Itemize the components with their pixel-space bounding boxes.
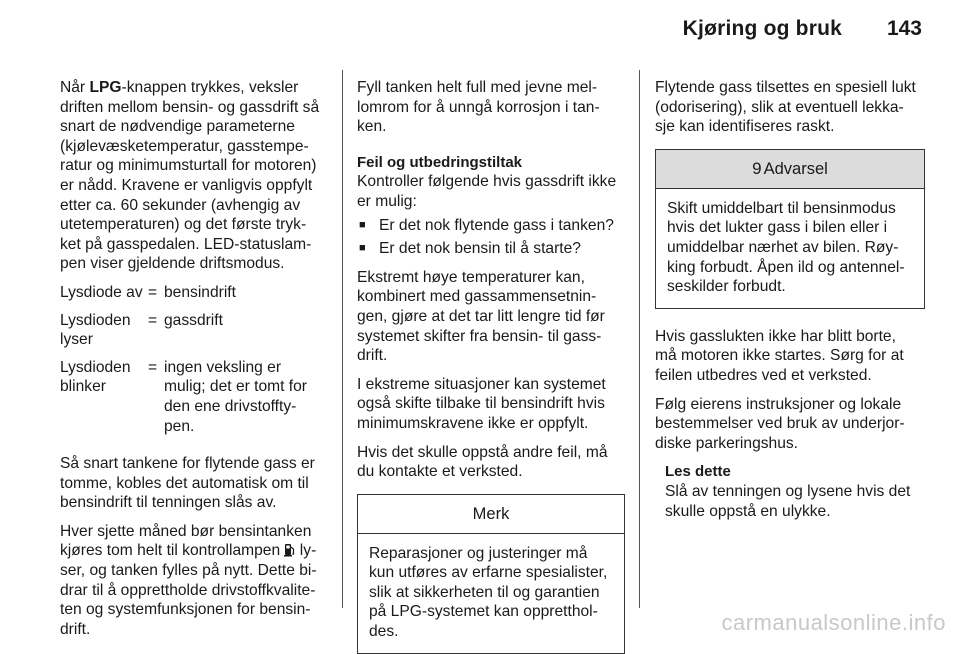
text-line: også skifte tilbake til bensindrift hvis	[357, 395, 605, 413]
text-line: drift.	[357, 347, 388, 365]
paragraph-fill-tank	[357, 78, 625, 137]
text-line: seskilder forbudt.	[667, 278, 786, 296]
text-line: (odorisering), slik at eventuell lekka-	[655, 98, 904, 116]
page-footer	[0, 612, 960, 642]
text-line: driften mellom bensin- og gassdrift så	[60, 98, 320, 116]
text-line: skulle oppstå en ulykke.	[665, 502, 831, 520]
text-line: kun utføres av erfarne spesialister,	[369, 564, 608, 582]
equals-sign: =	[148, 283, 158, 301]
paragraph-high-temperatures	[357, 268, 625, 366]
paragraph-extreme-situations	[357, 375, 625, 434]
lpg-keyword: LPG	[89, 79, 122, 96]
text-line: slik at sikkerheten til og garantien	[369, 583, 600, 601]
text-line: er mulig:	[357, 192, 417, 210]
led-row-blinking	[60, 358, 328, 436]
equals-sign: =	[148, 358, 158, 376]
paragraph-lpg-button	[60, 78, 328, 274]
text-line: Skift umiddelbart til bensinmodus	[667, 199, 896, 217]
equals-sign: =	[148, 311, 158, 329]
read-this-title: Les dette	[665, 463, 731, 481]
text-line: utetemperaturen) og det første tryk-	[60, 216, 307, 234]
text-line: Følg eierens instruksjoner og lokale	[655, 395, 902, 413]
text-line: Hver sjette måned bør bensintanken	[60, 522, 312, 540]
text-line: ten og systemfunksjonen for bensin-	[60, 601, 311, 619]
text-line: Så snart tankene for flytende gass er	[60, 455, 315, 473]
bullet-text: Er det nok bensin til å starte?	[379, 240, 581, 258]
column-1	[60, 78, 328, 648]
text-line: Når LPG-knappen trykkes, veksler	[60, 79, 299, 96]
text-line: ket på gasspedalen. LED-statuslam-	[60, 235, 312, 253]
paragraph-check	[357, 172, 625, 211]
bullet-text: Er det nok flytende gass i tanken?	[379, 216, 614, 234]
led-row-on	[60, 311, 328, 350]
subheading-troubleshooting: Feil og utbedringstiltak	[357, 153, 523, 171]
text-line: lomrom for å unngå korrosjon i tan-	[357, 98, 600, 116]
note-box-title: Merk	[358, 495, 624, 534]
text-line: Ekstremt høye temperaturer kan,	[357, 268, 585, 286]
led-meaning: bensindrift	[164, 283, 236, 301]
text-line: I ekstreme situasjoner kan systemet	[357, 375, 606, 393]
led-state: Lysdioden	[60, 358, 131, 376]
column-divider-1	[342, 70, 343, 608]
column-3	[655, 78, 925, 521]
led-row-off	[60, 283, 328, 303]
text-line: ratur og minimumsturtall for motoren)	[60, 157, 317, 175]
paragraph-gas-smell	[655, 327, 925, 386]
page-number: 143	[886, 17, 922, 40]
watermark: carmanualsonline.info	[721, 610, 946, 635]
text-line: kjøres tom helt til kontrollampen ly-	[60, 542, 317, 560]
text-line: diske parkeringshus.	[655, 434, 799, 452]
warning-title-text: Advarsel	[763, 159, 828, 178]
text-line: ser, og tanken fylles på nytt. Dette bi-	[60, 562, 317, 580]
paragraph-odorisation	[655, 78, 925, 137]
text-line: sje kan identifiseres raskt.	[655, 118, 835, 136]
text-line: på LPG-systemet kan oppretthol-	[369, 603, 598, 621]
bullet-item	[357, 216, 625, 236]
led-state: lyser	[60, 331, 93, 349]
text-line: er nådd. Kravene er vanligvis oppfylt	[60, 176, 313, 194]
bullet-item	[357, 239, 625, 259]
column-2	[357, 78, 625, 654]
text-line: ken.	[357, 118, 387, 136]
text-line: hvis det lukter gass i bilen eller i	[667, 219, 888, 237]
fuel-pump-warning-icon	[284, 543, 295, 557]
text-line: Hvis gasslukten ikke har blitt borte,	[655, 327, 896, 345]
led-meaning: mulig; det er tomt for	[164, 378, 307, 396]
text-line: Hvis det skulle oppstå andre feil, må	[357, 443, 608, 461]
square-bullet-icon: ■	[359, 242, 366, 255]
text-line: feilen utbedres ved et verksted.	[655, 366, 872, 384]
text-line: bensindrift til tenningen slås av.	[60, 494, 277, 512]
led-meaning: ingen veksling er	[164, 358, 282, 376]
led-meaning: pen.	[164, 417, 195, 435]
text-line: kombinert med gassammensetnin-	[357, 288, 597, 306]
led-meaning: den ene drivstoffty-	[164, 397, 297, 415]
text-line: minimumskravene ikke er oppfylt.	[357, 414, 589, 432]
text-line: Reparasjoner og justeringer må	[369, 544, 588, 562]
text-line: systemet skifter fra bensin- til gass-	[357, 327, 602, 345]
led-state: blinker	[60, 378, 106, 396]
warning-box	[655, 149, 925, 309]
text-line: Slå av tenningen og lysene hvis det	[665, 482, 911, 500]
led-status-table	[60, 283, 328, 436]
square-bullet-icon: ■	[359, 218, 366, 231]
text-line: umiddelbar nærhet av bilen. Røy-	[667, 238, 899, 256]
paragraph-parking	[655, 395, 925, 454]
text-line: tomme, kobles det automatisk om til	[60, 474, 309, 492]
section-title: Kjøring og bruk	[682, 17, 842, 40]
text-line: snart de nødvendige parameterne	[60, 118, 295, 136]
warning-box-body	[656, 189, 924, 308]
text-line: pen viser gjeldende driftsmodus.	[60, 255, 285, 273]
column-divider-2	[639, 70, 640, 608]
text-line: bestemmelser ved bruk av underjor-	[655, 415, 905, 433]
text-line: drar til å opprettholde drivstoffkvalite-	[60, 581, 316, 599]
text-line: Kontroller følgende hvis gassdrift ikke	[357, 173, 617, 191]
text-line: Flytende gass tilsettes en spesiell lukt	[655, 79, 916, 96]
text-line: må motoren ikke startes. Sørg for at	[655, 347, 904, 365]
warning-triangle-icon: 9	[752, 158, 762, 178]
led-state: Lysdioden	[60, 311, 131, 329]
text-line: etter ca. 60 sekunder (avhengig av	[60, 196, 301, 214]
text-line: king forbudt. Åpen ild og antennel-	[667, 258, 905, 276]
text-line: drift.	[60, 620, 91, 638]
led-meaning: gassdrift	[164, 311, 223, 329]
paragraph-other-faults	[357, 443, 625, 482]
read-this-note	[655, 462, 925, 521]
text-line: (kjølevæsketemperatur, gasstempe-	[60, 137, 309, 155]
text-line: Fyll tanken helt full med jevne mel-	[357, 79, 598, 96]
text-line: du kontakte et verksted.	[357, 463, 523, 481]
page-header	[0, 0, 960, 60]
led-state: Lysdiode av	[60, 283, 143, 301]
text-line: gen, gjøre at det tar litt lengre tid før	[357, 307, 605, 325]
text-line: des.	[369, 623, 399, 641]
warning-box-title	[656, 150, 924, 189]
paragraph-tanks-empty	[60, 454, 328, 513]
